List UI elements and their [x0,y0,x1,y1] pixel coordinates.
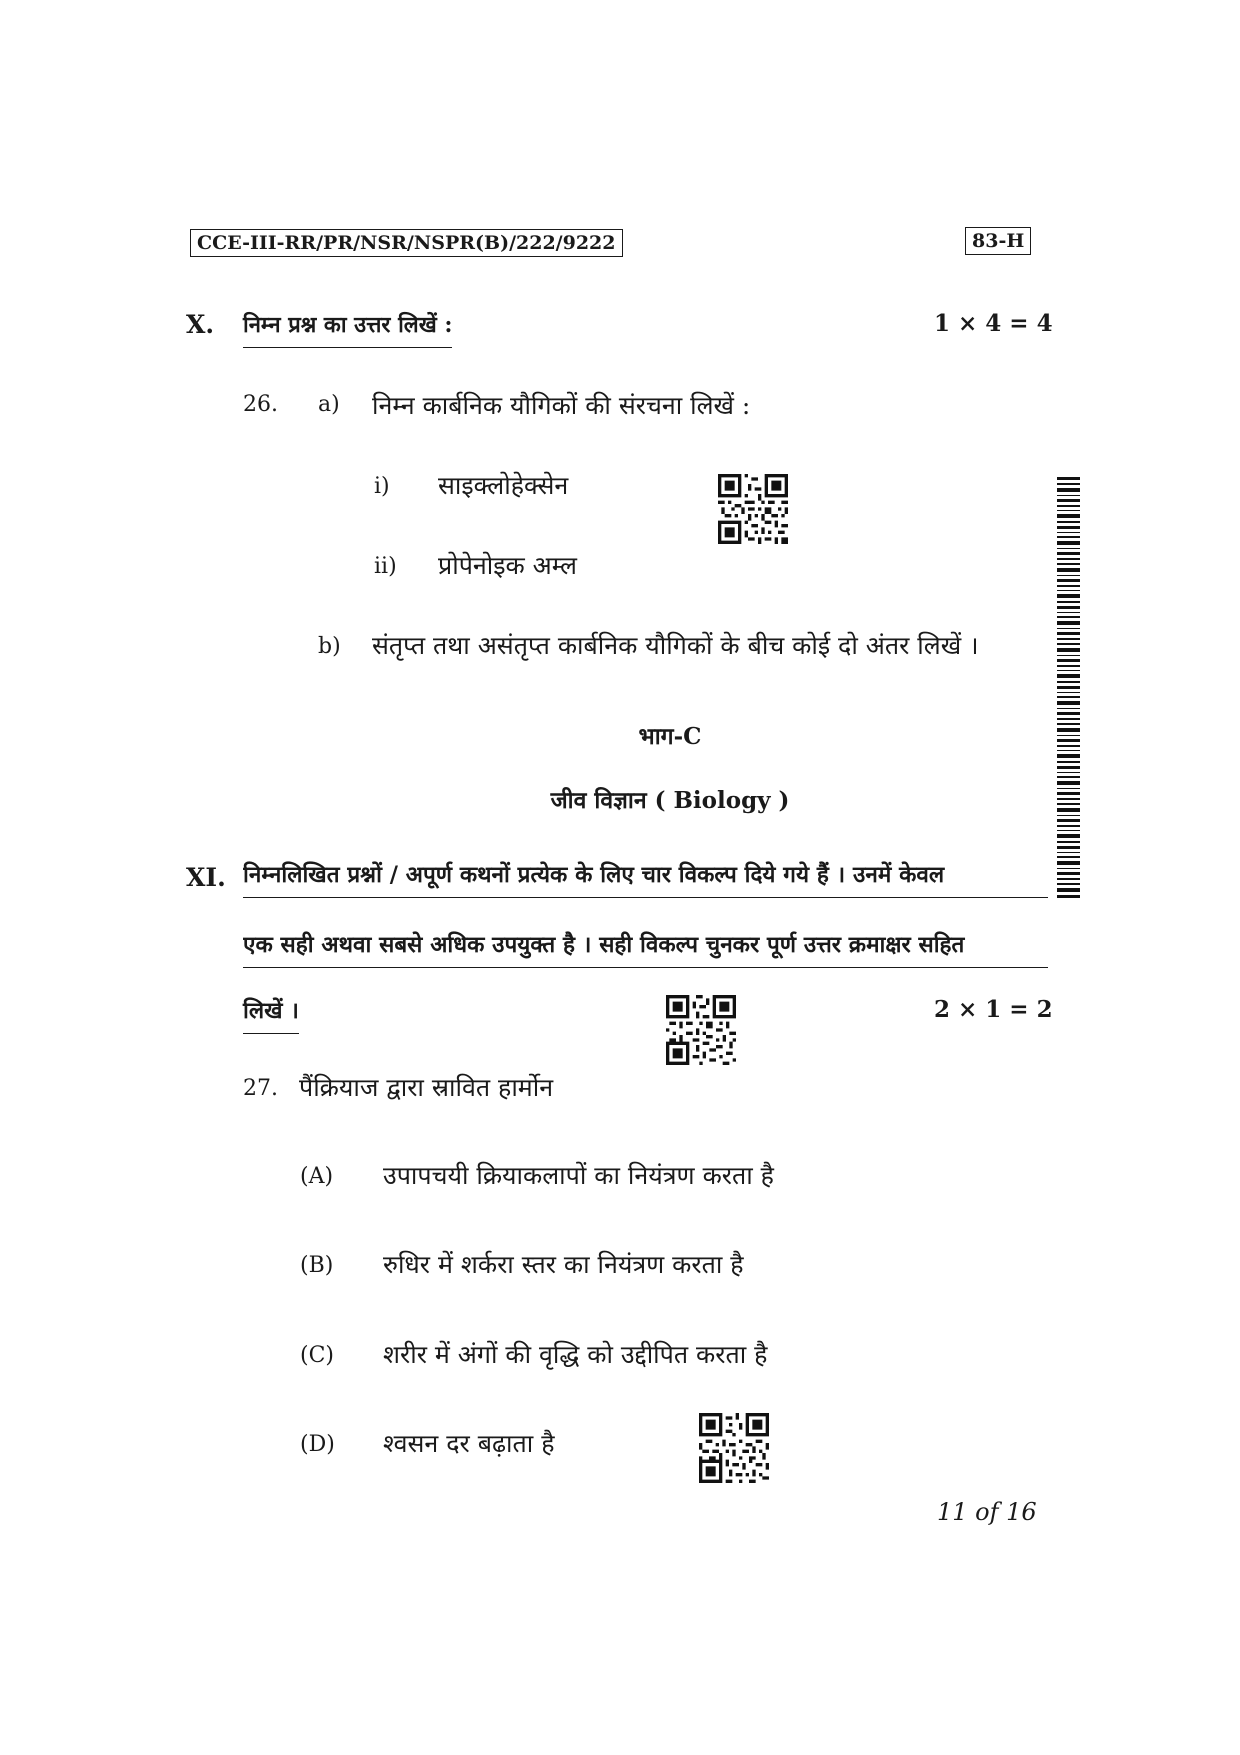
section-xi-number: XI. [186,863,226,892]
q26-b-text: संतृप्त तथा असंतृप्त कार्बनिक यौगिकों के बीच कोई दो अंतर लिखें । [372,631,979,660]
section-x-number: X. [186,310,215,339]
q27-text: पैंक्रियाज द्वारा स्रावित हार्मोन [299,1073,554,1102]
part-title: भाग-C [638,723,702,750]
option-a-label: (A) [300,1164,334,1189]
section-xi-marks: 2 × 1 = 2 [934,996,1053,1023]
q26-i-text: साइक्लोहेक्सेन [438,471,569,500]
option-b-label: (B) [300,1253,334,1278]
paper-code: CCE-III-RR/PR/NSR/NSPR(B)/222/9222 [190,229,623,257]
option-a-text: उपापचयी क्रियाकलापों का नियंत्रण करता है [383,1161,774,1190]
q26-a-text: निम्न कार्बनिक यौगिकों की संरचना लिखें : [372,391,751,420]
section-x-instruction: निम्न प्रश्न का उत्तर लिखें : [243,309,452,348]
option-c-label: (C) [300,1343,334,1368]
q26-a-label: a) [318,392,340,417]
option-d-label: (D) [300,1432,335,1457]
version-code: 83-H [965,227,1031,255]
barcode-icon [1057,477,1080,900]
page-number: 11 of 16 [937,1498,1037,1526]
q26-ii-text: प्रोपेनोइक अम्ल [438,551,577,580]
section-xi-instruction-line1: निम्नलिखित प्रश्नों / अपूर्ण कथनों प्रत्येक के लिए चार विकल्प दिये गये हैं । उनमें केवल [243,858,1048,898]
option-c-text: शरीर में अंगों की वृद्धि को उद्दीपित करता है [383,1340,768,1369]
q26-number: 26. [243,392,278,417]
q26-b-label: b) [318,634,341,659]
qr-code-icon [666,995,736,1065]
option-b-text: रुधिर में शर्करा स्तर का नियंत्रण करता है [383,1250,744,1279]
subject-title: जीव विज्ञान ( Biology ) [550,787,790,814]
q26-ii-label: ii) [374,554,397,579]
qr-code-icon [718,474,788,544]
section-xi-instruction-line2: एक सही अथवा सबसे अधिक उपयुक्त है । सही विकल्प चुनकर पूर्ण उत्तर क्रमाक्षर सहित [243,928,1048,968]
q27-number: 27. [243,1076,278,1101]
qr-code-icon [699,1413,769,1483]
section-x-marks: 1 × 4 = 4 [934,310,1053,337]
section-xi-instruction-line3: लिखें । [243,994,299,1034]
q26-i-label: i) [374,474,390,499]
option-d-text: श्वसन दर बढ़ाता है [383,1429,555,1458]
